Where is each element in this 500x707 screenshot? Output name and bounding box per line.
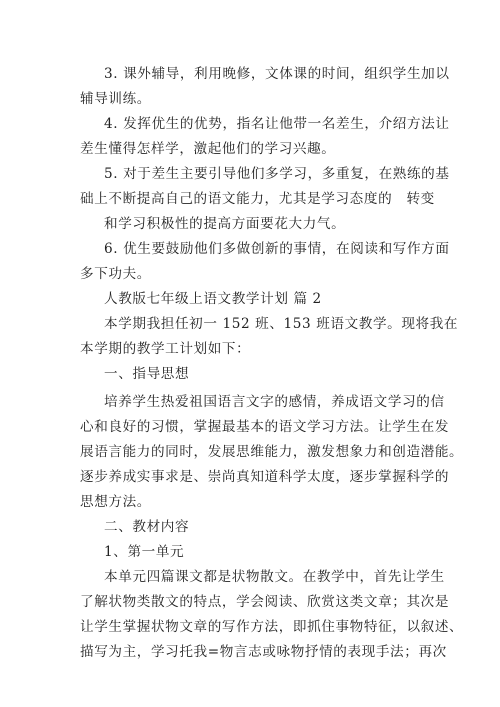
- section-title-guiding-ideology: [80, 362, 425, 387]
- text-line: 逐步养成实事求是、崇尚真知道科学太度，逐步掌握科学的: [80, 469, 450, 485]
- text-line: 6. 优生要鼓励他们多做创新的事情，在阅读和写作方面: [104, 241, 450, 257]
- text-line: 一、指导思想: [104, 366, 190, 382]
- paragraph-item-4: [80, 112, 450, 162]
- intro-paragraph: [80, 312, 459, 362]
- paragraph-item-3: [80, 62, 450, 112]
- paragraph-continuation: [80, 212, 425, 237]
- text-line: 描写为主，学习托我=物言志或咏物抒情的表现手法；再次: [80, 644, 447, 660]
- text-line: 让学生掌握状物文章的写作方法，即抓住事物特征，以叙述、: [80, 619, 464, 635]
- text-line: 5. 对于差生主要引导他们多学习，多重复，在熟练的基: [104, 166, 450, 182]
- guiding-ideology-paragraph: [80, 390, 464, 515]
- text-line: 培养学生热爱祖国语言文字的感情，养成语文学习的信: [104, 394, 445, 410]
- text-line: 思想方法。: [80, 494, 151, 510]
- text-line: 本学期我担任初一 152 班、153 班语文教学。现将我在: [104, 316, 459, 332]
- text-line: 础上不断提高自己的语文能力，尤其是学习态度的 转变: [80, 191, 435, 207]
- unit-one-paragraph: [80, 565, 464, 665]
- text-line: 4. 发挥优生的优势，指名让他带一名差生，介绍方法让: [104, 116, 450, 132]
- text-line: 差生懂得怎样学，激起他们的学习兴趣。: [80, 141, 336, 157]
- text-line: 多下功夫。: [80, 266, 151, 282]
- text-line: 辅导训练。: [80, 91, 151, 107]
- section-title-textbook-content: [80, 515, 425, 540]
- text-line: 和学习积极性的提高方面要花大力气。: [104, 216, 346, 232]
- section-heading: [80, 287, 425, 312]
- text-line: 本学期的教学工计划如下：: [80, 341, 251, 357]
- paragraph-item-5: [80, 162, 450, 212]
- text-line: 1、第一单元: [104, 544, 185, 560]
- text-line: 心和良好的习惯，掌握最基本的语文学习方法。让学生在发: [80, 419, 450, 435]
- text-line: 了解状物类散文的特点，学会阅读、欣赏这类文章；其次是: [80, 594, 450, 610]
- unit-title: [80, 540, 425, 565]
- text-line: 二、教材内容: [104, 519, 190, 535]
- text-line: 3. 课外辅导，利用晚修，文体课的时间，组织学生加以: [104, 66, 450, 82]
- heading-text: 人教版七年级上语文教学计划 篇 2: [104, 291, 322, 307]
- text-line: 展语言能力的同时，发展思维能力，激发想象力和创造潜能。: [80, 444, 464, 460]
- paragraph-item-6: [80, 237, 450, 287]
- text-line: 本单元四篇课文都是状物散文。在教学中，首先让学生: [104, 569, 445, 585]
